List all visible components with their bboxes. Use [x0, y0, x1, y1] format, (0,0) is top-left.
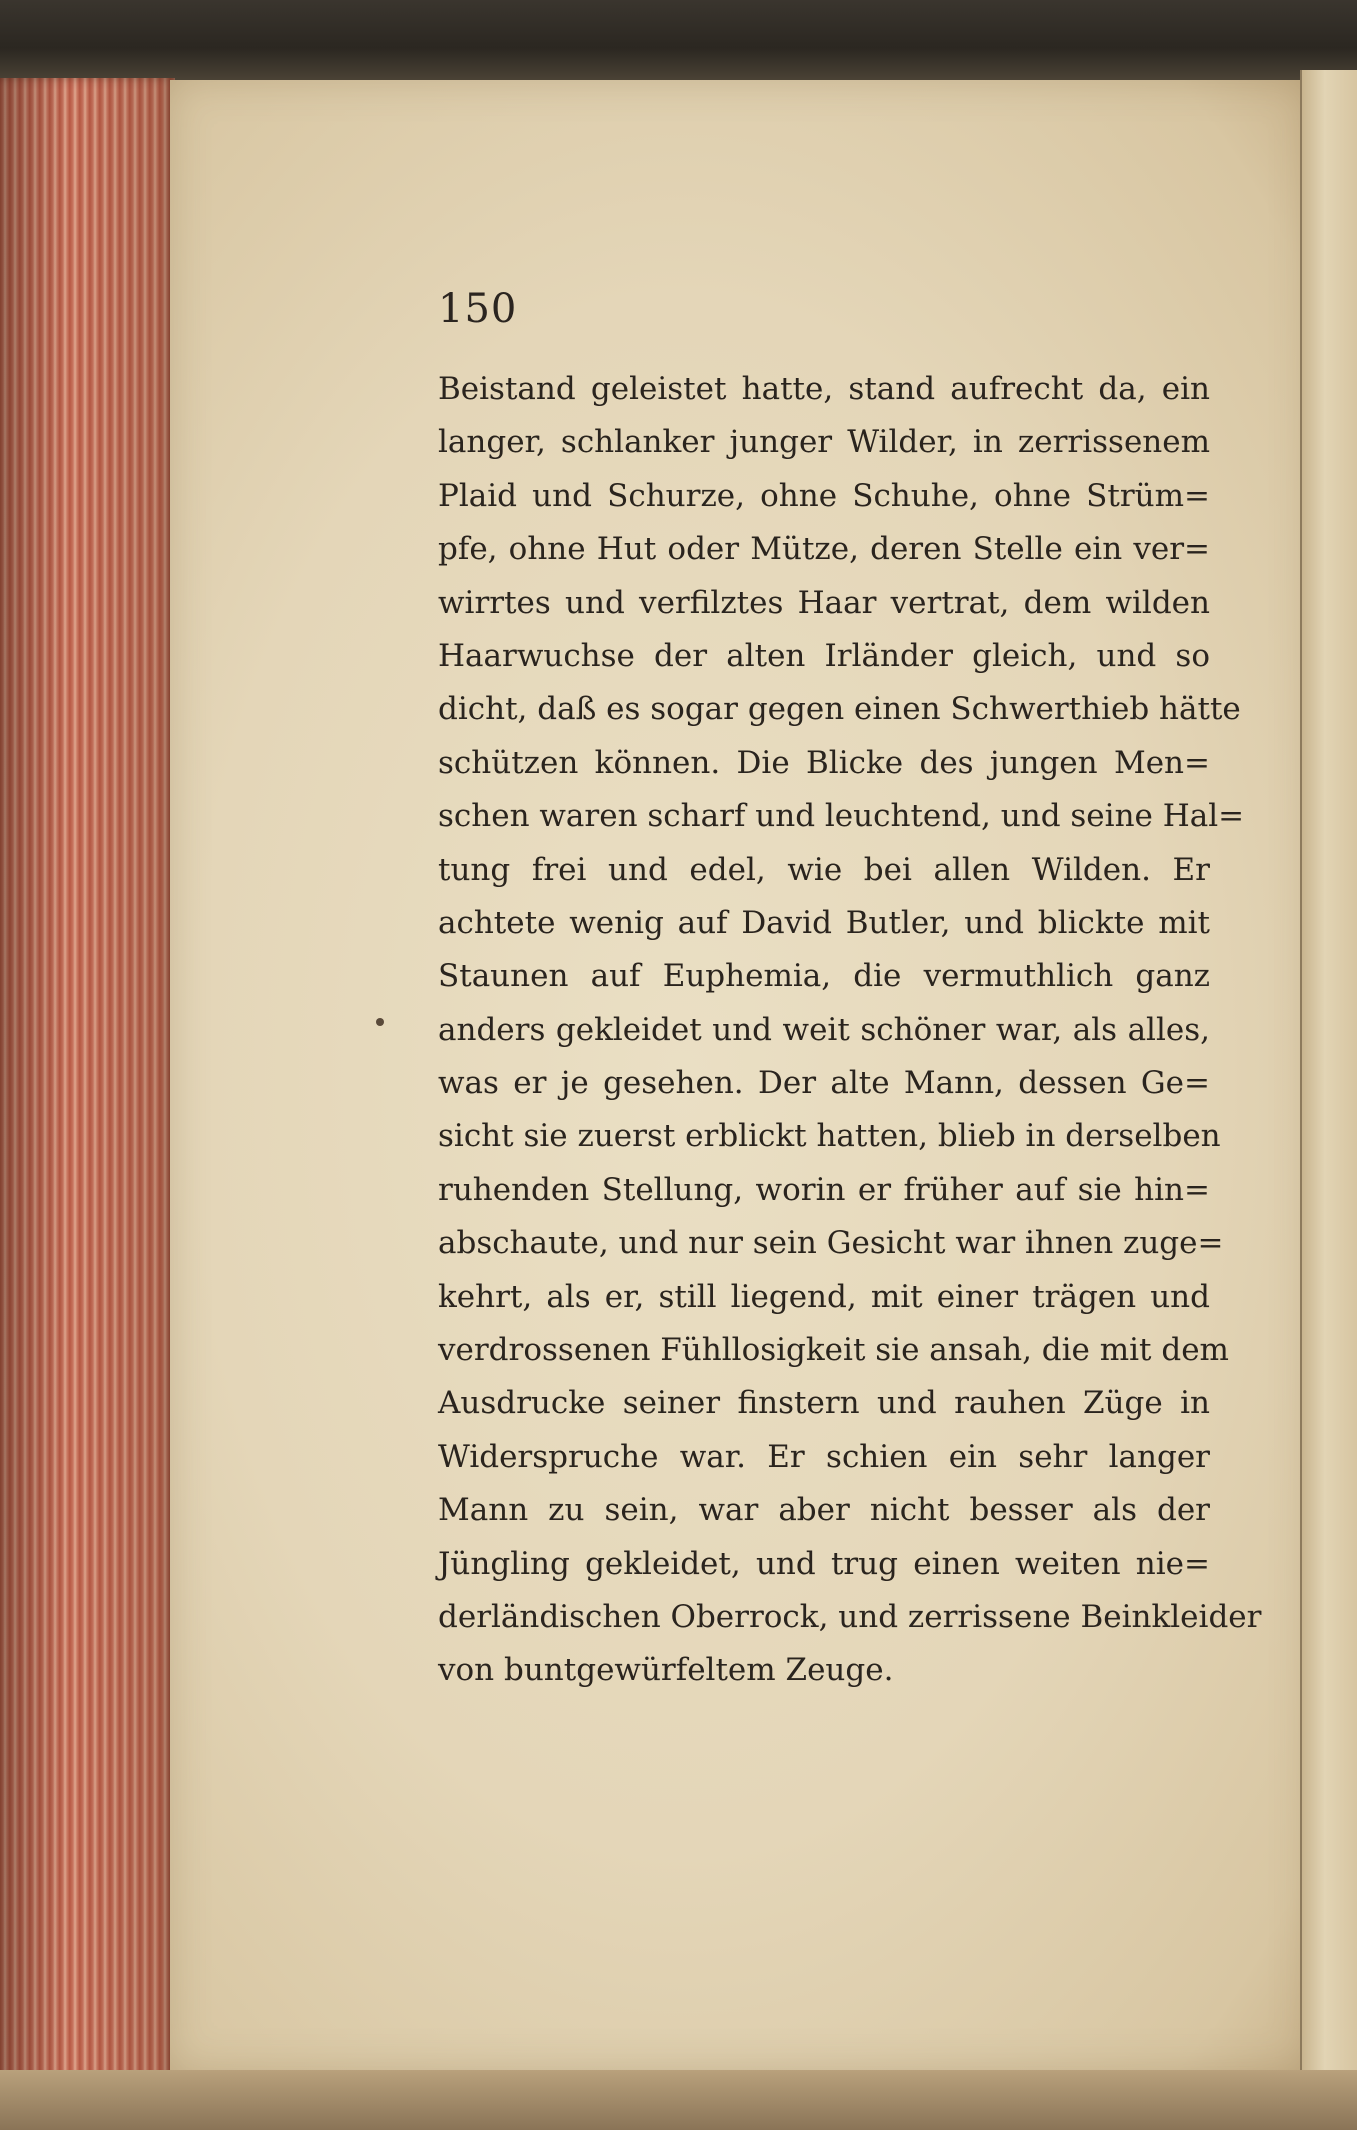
text-line: Widerspruche war. Er schien ein sehr langer — [438, 1438, 1210, 1475]
body-text — [438, 363, 1262, 1698]
text-line: Staunen auf Euphemia, die vermuthlich ganz — [438, 958, 1210, 995]
text-line: Jüngling gekleidet, und trug einen weiten nie= — [438, 1545, 1210, 1582]
text-line: ruhenden Stellung, worin er früher auf sie hin= — [438, 1171, 1210, 1208]
book-top-edge — [0, 0, 1357, 80]
text-line: was er je gesehen. Der alte Mann, dessen Ge= — [438, 1065, 1210, 1102]
page-stack-shade — [0, 78, 175, 2130]
text-line: Plaid und Schurze, ohne Schuhe, ohne Strüm= — [438, 477, 1210, 514]
text-line: langer, schlanker junger Wilder, in zerrissenem — [438, 424, 1210, 461]
text-line: von buntgewürfeltem Zeuge. — [438, 1652, 894, 1689]
text-line: schützen können. Die Blicke des jungen Men= — [438, 744, 1210, 781]
book-bottom-edge — [0, 2070, 1357, 2130]
text-line: dicht, daß es sogar gegen einen Schwerthieb hätte — [438, 691, 1241, 728]
text-line: Mann zu sein, war aber nicht besser als der — [438, 1492, 1210, 1529]
text-line: abschaute, und nur sein Gesicht war ihnen zuge= — [438, 1225, 1224, 1262]
page-number: 150 — [438, 286, 518, 332]
paper-speck — [376, 1018, 384, 1026]
text-line: derländischen Oberrock, und zerrissene Beinkleider — [438, 1598, 1262, 1635]
text-line: Haarwuchse der alten Irländer gleich, und so — [438, 637, 1210, 674]
text-line: verdrossenen Fühllosigkeit sie ansah, die mit dem — [438, 1332, 1229, 1369]
text-line: tung frei und edel, wie bei allen Wilden. Er — [438, 851, 1210, 888]
text-line: wirrtes und verfilztes Haar vertrat, dem wilden — [438, 584, 1210, 621]
text-line: pfe, ohne Hut oder Mütze, deren Stelle ein ver= — [438, 531, 1210, 568]
text-line: sicht sie zuerst erblickt hatten, blieb in derselben — [438, 1118, 1221, 1155]
book-gutter — [1300, 70, 1357, 2130]
text-line: achtete wenig auf David Butler, und blickte mit — [438, 904, 1210, 941]
text-line: schen waren scharf und leuchtend, und seine Hal= — [438, 798, 1245, 835]
text-line: anders gekleidet und weit schöner war, als alles, — [438, 1011, 1210, 1048]
text-line: Ausdrucke seiner finstern und rauhen Züge in — [438, 1385, 1210, 1422]
text-line: kehrt, als er, still liegend, mit einer trägen und — [438, 1278, 1210, 1315]
text-line: Beistand geleistet hatte, stand aufrecht da, ein — [438, 371, 1210, 407]
